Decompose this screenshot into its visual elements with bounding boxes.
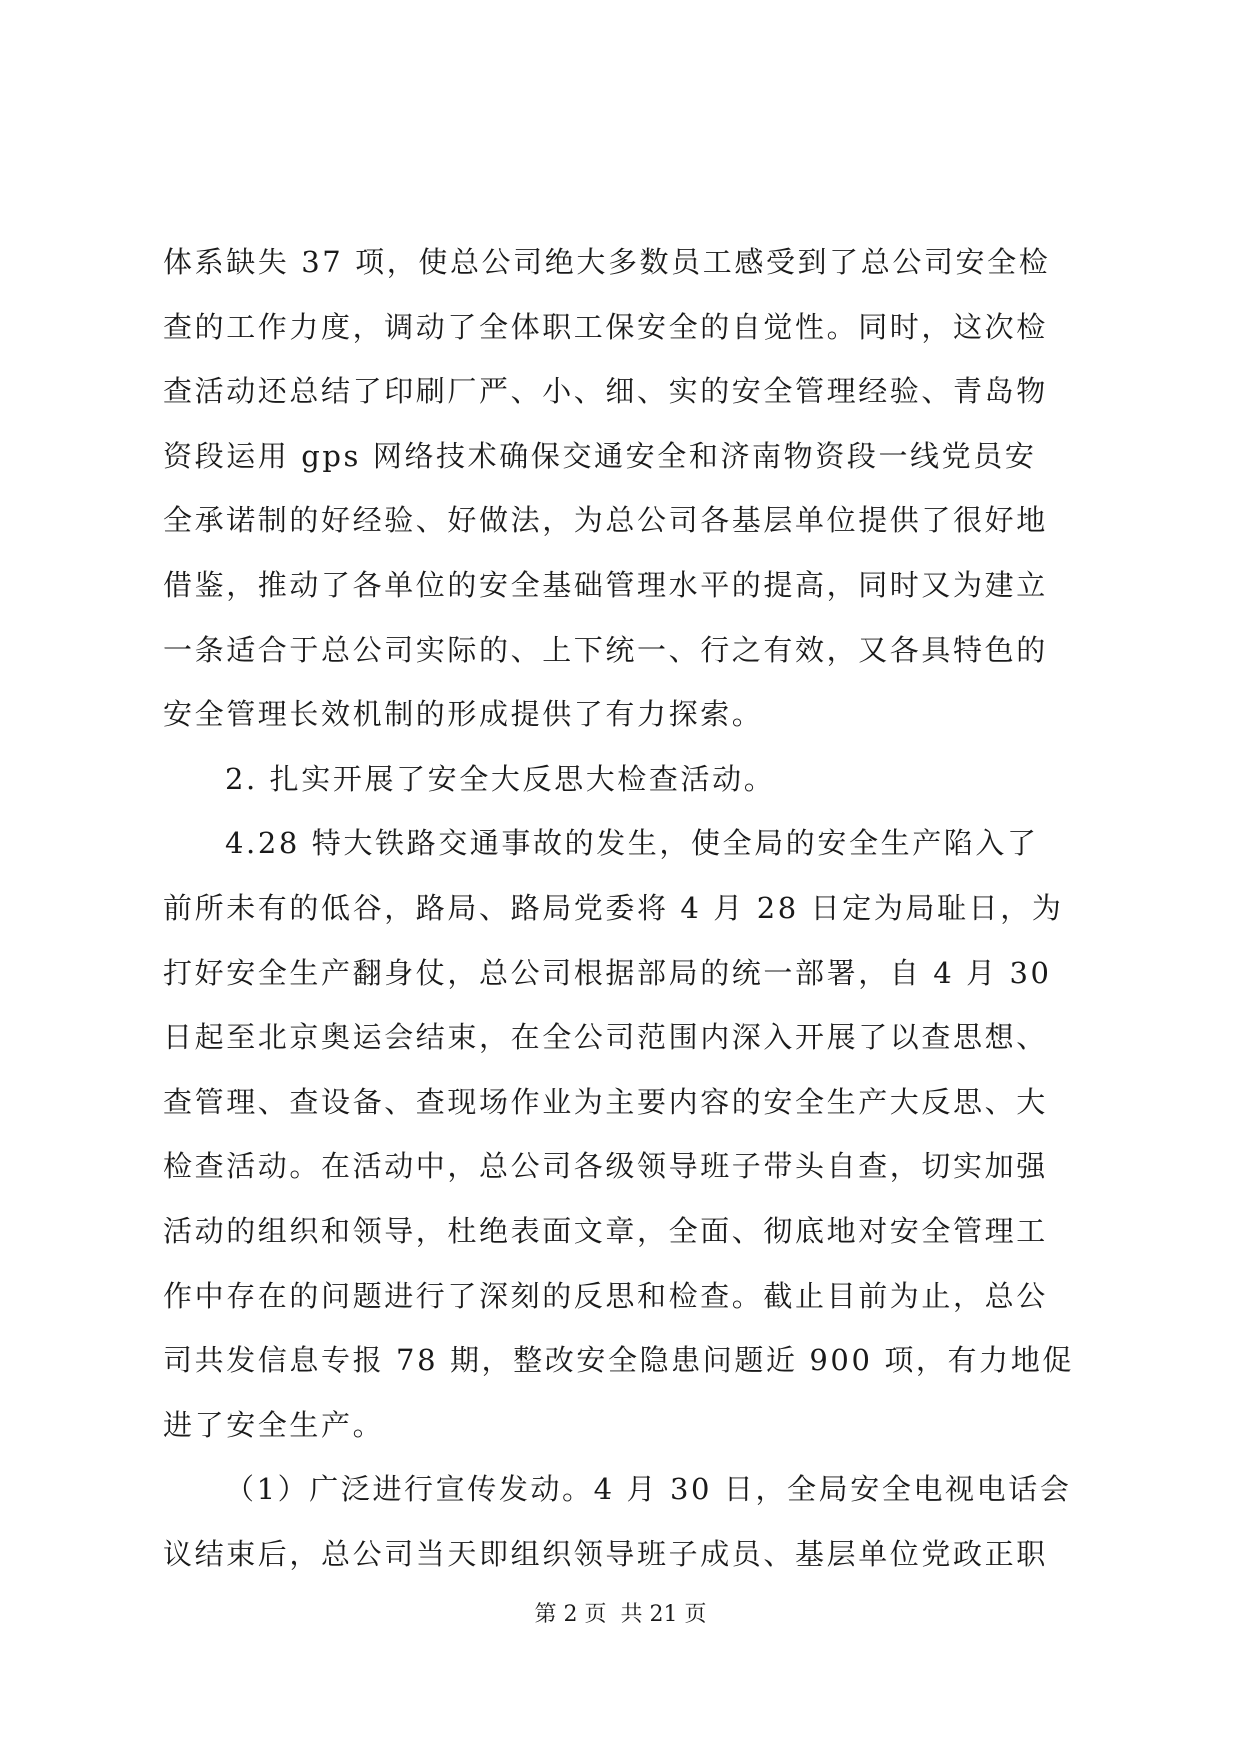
page-total: 共 21 页 [620, 1602, 707, 1627]
text-line: 查管理、查设备、查现场作业为主要内容的安全生产大反思、大 [163, 1084, 1048, 1119]
text-line: 安全管理长效机制的形成提供了有力探索。 [163, 697, 764, 732]
text-line: 前所未有的低谷，路局、路局党委将 4 月 28 日定为局耻日，为 [163, 890, 1064, 925]
page-number: 第 2 页 [534, 1602, 607, 1627]
section-heading: 2. 扎实开展了安全大反思大检查活动。 [225, 761, 776, 796]
text-line: 打好安全生产翻身仗，总公司根据部局的统一部署，自 4 月 30 [163, 955, 1052, 990]
text-line: 查活动还总结了印刷厂严、小、细、实的安全管理经验、青岛物 [163, 374, 1048, 409]
paragraph-first-line: 4.28 特大铁路交通事故的发生，使全局的安全生产陷入了 [225, 826, 1039, 861]
text-line: 议结束后，总公司当天即组织领导班子成员、基层单位党政正职 [163, 1536, 1048, 1571]
document-body [163, 230, 1079, 1586]
text-line: 全承诺制的好经验、好做法，为总公司各基层单位提供了很好地 [163, 503, 1048, 538]
text-line: 司共发信息专报 78 期，整改安全隐患问题近 900 项，有力地促 [163, 1343, 1074, 1378]
text-line: 作中存在的问题进行了深刻的反思和检查。截止目前为止，总公 [163, 1278, 1048, 1313]
text-line: 一条适合于总公司实际的、上下统一、行之有效，又各具特色的 [163, 632, 1048, 667]
text-line: 体系缺失 37 项，使总公司绝大多数员工感受到了总公司安全检 [163, 245, 1051, 279]
text-line: 查的工作力度，调动了全体职工保安全的自觉性。同时，这次检 [163, 309, 1048, 344]
text-line: 资段运用 gps 网络技术确保交通安全和济南物资段一线党员安 [163, 438, 1037, 473]
text-line: 进了安全生产。 [163, 1407, 385, 1442]
paragraph-first-line: （1）广泛进行宣传发动。4 月 30 日，全局安全电视电话会 [225, 1472, 1072, 1507]
text-line: 活动的组织和领导，杜绝表面文章，全面、彻底地对安全管理工 [163, 1213, 1048, 1248]
text-line: 检查活动。在活动中，总公司各级领导班子带头自查，切实加强 [163, 1149, 1048, 1184]
text-line: 借鉴，推动了各单位的安全基础管理水平的提高，同时又为建立 [163, 567, 1048, 602]
page-footer [0, 1600, 1241, 1630]
text-line: 日起至北京奥运会结束，在全公司范围内深入开展了以查思想、 [163, 1020, 1048, 1055]
